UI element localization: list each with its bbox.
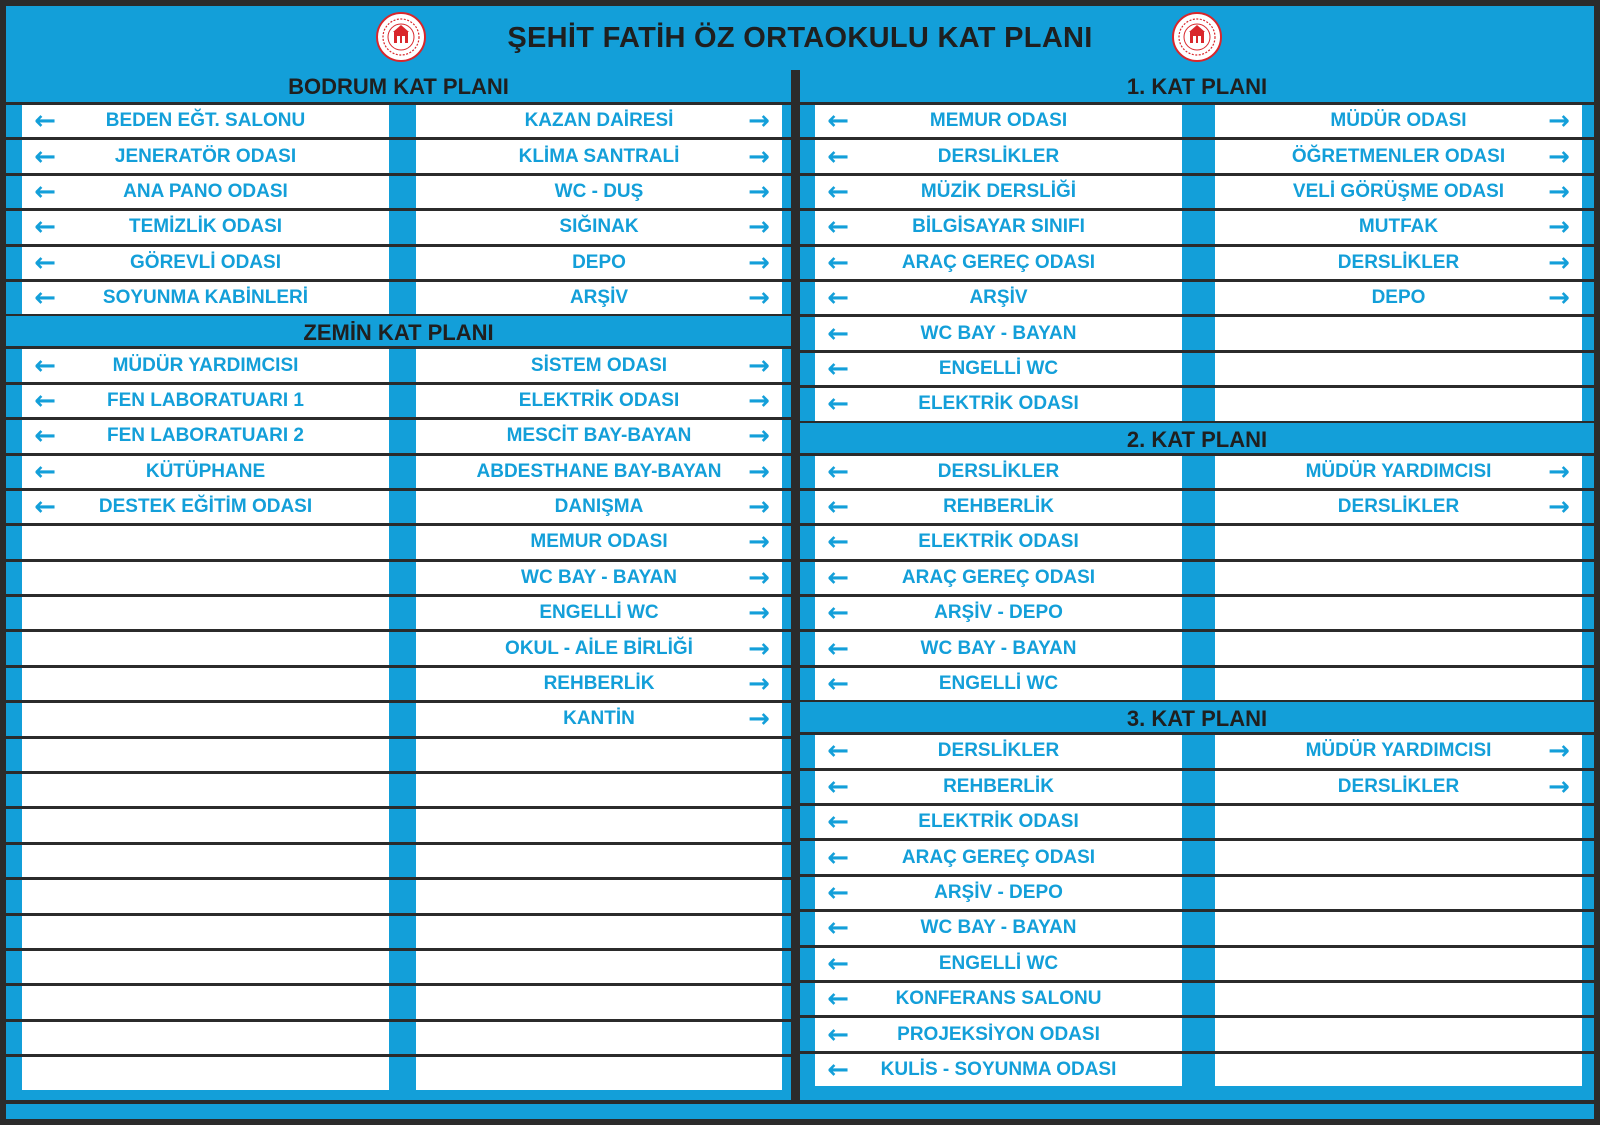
arrow-right-icon: → xyxy=(748,492,770,523)
room-cell-right xyxy=(1215,597,1582,629)
room-cell-right xyxy=(1215,388,1582,420)
room-label-memur-odasi: MEMUR ODASI xyxy=(530,531,668,553)
room-cell-left xyxy=(22,774,389,806)
plan-row xyxy=(6,1019,791,1054)
room-cell-right xyxy=(1215,1054,1582,1086)
room-cell-right xyxy=(416,632,782,664)
room-cell-left xyxy=(815,771,1182,803)
plan-row xyxy=(6,488,791,523)
room-cell-right xyxy=(416,491,782,523)
room-cell-right xyxy=(416,845,782,877)
arrow-left-icon: ← xyxy=(827,1019,849,1050)
room-label-elektriik-odasi: ELEKTRİK ODASI xyxy=(518,389,680,411)
room-cell-left xyxy=(815,948,1182,980)
plan-row xyxy=(800,665,1594,700)
arrow-right-icon: → xyxy=(748,633,770,664)
plan-row xyxy=(6,736,791,771)
plan-row xyxy=(6,244,791,279)
room-label-ana-pano-odasi: ANA PANO ODASI xyxy=(123,180,288,202)
arrow-left-icon: ← xyxy=(827,176,849,207)
room-label-engellii-wc: ENGELLİ WC xyxy=(539,602,659,624)
room-label-gorevlii-odasi: GÖREVLİ ODASI xyxy=(130,251,281,273)
plan-row xyxy=(800,173,1594,208)
room-label-destek-egiitiim-odasi: DESTEK EĞİTİM ODASI xyxy=(98,496,313,518)
room-cell-left xyxy=(815,632,1182,664)
right-column xyxy=(800,70,1594,1086)
room-cell-left xyxy=(22,916,389,948)
plan-row xyxy=(6,417,791,452)
arrow-left-icon: ← xyxy=(827,736,849,767)
arrow-right-icon: → xyxy=(748,247,770,278)
room-cell-left xyxy=(22,420,389,452)
arrow-right-icon: → xyxy=(1548,106,1570,137)
section-heading: 1. KAT PLANI xyxy=(800,70,1594,102)
room-label-velii-gorusme-odasi: VELİ GÖRÜŞME ODASI xyxy=(1292,180,1505,202)
arrow-left-icon: ← xyxy=(827,598,849,629)
room-cell-left xyxy=(815,105,1182,137)
plan-row xyxy=(800,909,1594,944)
room-cell-right xyxy=(416,176,782,208)
room-label-kliima-santralii: KLİMA SANTRALİ xyxy=(518,145,680,167)
plan-row xyxy=(6,137,791,172)
room-label-temiizliik-odasi: TEMİZLİK ODASI xyxy=(128,216,283,238)
section-heading: 2. KAT PLANI xyxy=(800,421,1594,453)
room-label-arsiiv: ARŞİV xyxy=(969,287,1028,309)
room-cell-left xyxy=(815,282,1182,314)
arrow-right-icon: → xyxy=(1548,283,1570,314)
room-cell-right xyxy=(416,809,782,841)
room-label-muziik-dersliigii: MÜZİK DERSLİĞİ xyxy=(920,180,1077,202)
room-label-engellii-wc: ENGELLİ WC xyxy=(938,952,1059,974)
meb-logo-icon xyxy=(1172,12,1222,62)
plan-row xyxy=(6,913,791,948)
room-cell-left xyxy=(22,526,389,558)
plan-row xyxy=(800,945,1594,980)
room-label-wc-bay-bayan: WC BAY - BAYAN xyxy=(920,637,1077,659)
room-label-elektriik-odasi: ELEKTRİK ODASI xyxy=(918,811,1079,833)
room-cell-left xyxy=(815,912,1182,944)
room-label-wc-bay-bayan: WC BAY - BAYAN xyxy=(521,566,677,588)
arrow-left-icon: ← xyxy=(34,283,56,314)
room-cell-left xyxy=(22,1057,389,1089)
section-heading: 3. KAT PLANI xyxy=(800,700,1594,732)
room-label-dersliikler: DERSLİKLER xyxy=(1337,496,1460,518)
plan-row xyxy=(6,806,791,841)
room-cell-left xyxy=(815,562,1182,594)
arrow-right-icon: → xyxy=(748,385,770,416)
arrow-right-icon: → xyxy=(1548,736,1570,767)
room-label-mudur-yardimcisi: MÜDÜR YARDIMCISI xyxy=(1305,460,1492,482)
plan-row xyxy=(800,874,1594,909)
plan-row xyxy=(800,385,1594,420)
room-cell-left xyxy=(815,176,1182,208)
arrow-right-icon: → xyxy=(748,598,770,629)
arrow-right-icon: → xyxy=(748,212,770,243)
room-cell-right xyxy=(416,1022,782,1054)
room-cell-right xyxy=(1215,456,1582,488)
room-cell-left xyxy=(815,1018,1182,1050)
plan-row xyxy=(6,102,791,137)
room-label-siginak: SIĞINAK xyxy=(559,216,639,238)
arrow-left-icon: ← xyxy=(827,212,849,243)
room-cell-right xyxy=(416,456,782,488)
plan-row xyxy=(800,137,1594,172)
plan-row xyxy=(800,768,1594,803)
arrow-right-icon: → xyxy=(748,283,770,314)
room-cell-right xyxy=(416,140,782,172)
arrow-left-icon: ← xyxy=(827,283,849,314)
room-cell-left xyxy=(22,739,389,771)
section-heading: ZEMİN KAT PLANI xyxy=(6,314,791,346)
room-cell-left xyxy=(22,668,389,700)
room-label-mutfak: MUTFAK xyxy=(1358,216,1439,238)
plan-row xyxy=(800,488,1594,523)
arrow-left-icon: ← xyxy=(827,562,849,593)
arrow-left-icon: ← xyxy=(34,456,56,487)
arrow-right-icon: → xyxy=(748,176,770,207)
room-label-dersliikler: DERSLİKLER xyxy=(937,740,1060,762)
room-cell-left xyxy=(22,247,389,279)
arrow-left-icon: ← xyxy=(34,141,56,172)
room-cell-right xyxy=(416,211,782,243)
arrow-left-icon: ← xyxy=(827,842,849,873)
plan-row xyxy=(6,665,791,700)
room-cell-right xyxy=(416,951,782,983)
arrow-right-icon: → xyxy=(748,350,770,381)
plan-row xyxy=(800,244,1594,279)
arrow-left-icon: ← xyxy=(827,633,849,664)
room-cell-left xyxy=(815,491,1182,523)
arrow-left-icon: ← xyxy=(34,350,56,381)
room-cell-left xyxy=(22,282,389,314)
arrow-right-icon: → xyxy=(1548,141,1570,172)
room-cell-right xyxy=(416,986,782,1018)
arrow-left-icon: ← xyxy=(827,984,849,1015)
room-label-elektriik-odasi: ELEKTRİK ODASI xyxy=(918,393,1079,415)
room-cell-left xyxy=(815,526,1182,558)
arrow-left-icon: ← xyxy=(827,527,849,558)
room-cell-right xyxy=(1215,353,1582,385)
plan-row xyxy=(800,594,1594,629)
room-cell-left xyxy=(22,845,389,877)
room-cell-left xyxy=(815,877,1182,909)
arrow-right-icon: → xyxy=(748,527,770,558)
plan-row xyxy=(800,980,1594,1015)
arrow-left-icon: ← xyxy=(827,389,849,420)
room-cell-right xyxy=(416,282,782,314)
room-label-rehberliik: REHBERLİK xyxy=(943,496,1054,518)
room-label-biilgiisayar-sinifi: BİLGİSAYAR SINIFI xyxy=(912,216,1085,238)
arrow-right-icon: → xyxy=(1548,771,1570,802)
arrow-left-icon: ← xyxy=(34,385,56,416)
room-cell-right xyxy=(416,385,782,417)
section-heading: BODRUM KAT PLANI xyxy=(6,70,791,102)
room-label-dersliikler: DERSLİKLER xyxy=(1337,251,1460,273)
arrow-left-icon: ← xyxy=(827,948,849,979)
room-cell-left xyxy=(22,562,389,594)
room-label-fen-laboratuari-1: FEN LABORATUARI 1 xyxy=(106,389,305,411)
room-label-fen-laboratuari-2: FEN LABORATUARI 2 xyxy=(106,425,305,447)
arrow-left-icon: ← xyxy=(34,212,56,243)
arrow-left-icon: ← xyxy=(827,771,849,802)
room-cell-right xyxy=(416,916,782,948)
plan-row xyxy=(6,842,791,877)
room-cell-left xyxy=(815,668,1182,700)
room-label-mudur-yardimcisi: MÜDÜR YARDIMCISI xyxy=(112,354,299,376)
room-label-arac-gerec-odasi: ARAÇ GEREÇ ODASI xyxy=(901,846,1096,868)
plan-row xyxy=(800,559,1594,594)
room-cell-left xyxy=(22,880,389,912)
room-label-ogretmenler-odasi: ÖĞRETMENLER ODASI xyxy=(1291,145,1506,167)
room-cell-right xyxy=(1215,105,1582,137)
arrow-left-icon: ← xyxy=(827,492,849,523)
arrow-left-icon: ← xyxy=(827,141,849,172)
room-cell-right xyxy=(416,247,782,279)
plan-row xyxy=(6,173,791,208)
plan-row xyxy=(800,732,1594,767)
room-label-dersliikler: DERSLİKLER xyxy=(1337,775,1460,797)
arrow-right-icon: → xyxy=(748,669,770,700)
room-cell-right xyxy=(1215,562,1582,594)
room-cell-right xyxy=(1215,912,1582,944)
plan-row xyxy=(800,314,1594,349)
plan-row xyxy=(6,382,791,417)
room-label-kuliis-soyunma-odasi: KULİS - SOYUNMA ODASI xyxy=(880,1058,1117,1080)
room-label-beden-egt-salonu: BEDEN EĞT. SALONU xyxy=(105,110,306,132)
room-cell-left xyxy=(22,456,389,488)
plan-row xyxy=(800,1051,1594,1086)
arrow-left-icon: ← xyxy=(827,318,849,349)
room-cell-left xyxy=(815,456,1182,488)
plan-row xyxy=(6,1054,791,1089)
plan-row xyxy=(800,102,1594,137)
arrow-left-icon: ← xyxy=(827,456,849,487)
plan-row xyxy=(6,983,791,1018)
plan-row xyxy=(800,208,1594,243)
room-cell-left xyxy=(815,597,1182,629)
plan-row xyxy=(6,877,791,912)
arrow-right-icon: → xyxy=(748,106,770,137)
room-label-dersliikler: DERSLİKLER xyxy=(937,145,1060,167)
room-label-jenerator-odasi: JENERATÖR ODASI xyxy=(114,145,297,167)
room-label-memur-odasi: MEMUR ODASI xyxy=(929,110,1068,132)
room-cell-left xyxy=(22,597,389,629)
room-label-mesciit-bay-bayan: MESCİT BAY-BAYAN xyxy=(506,425,692,447)
room-cell-right xyxy=(416,562,782,594)
plan-row xyxy=(6,346,791,381)
plan-row xyxy=(800,1015,1594,1050)
room-label-okul-aiile-biirliigii: OKUL - AİLE BİRLİĞİ xyxy=(505,637,693,659)
room-cell-right xyxy=(1215,140,1582,172)
arrow-right-icon: → xyxy=(1548,212,1570,243)
room-label-kazan-daiiresii: KAZAN DAİRESİ xyxy=(524,110,674,132)
room-cell-right xyxy=(1215,771,1582,803)
room-label-engellii-wc: ENGELLİ WC xyxy=(938,357,1059,379)
room-cell-left xyxy=(22,105,389,137)
room-cell-left xyxy=(815,211,1182,243)
room-cell-right xyxy=(416,420,782,452)
room-cell-left xyxy=(22,951,389,983)
room-label-arsiiv-depo: ARŞİV - DEPO xyxy=(934,602,1063,624)
room-cell-right xyxy=(1215,317,1582,349)
room-label-konferans-salonu: KONFERANS SALONU xyxy=(895,988,1102,1010)
plan-row xyxy=(6,559,791,594)
room-label-arac-gerec-odasi: ARAÇ GEREÇ ODASI xyxy=(901,566,1096,588)
arrow-left-icon: ← xyxy=(34,492,56,523)
plan-row xyxy=(6,594,791,629)
room-label-danisma: DANIŞMA xyxy=(554,496,644,518)
room-cell-left xyxy=(815,841,1182,873)
room-label-wc-bay-bayan: WC BAY - BAYAN xyxy=(920,322,1077,344)
room-cell-right xyxy=(416,526,782,558)
room-cell-left xyxy=(22,986,389,1018)
arrow-left-icon: ← xyxy=(827,353,849,384)
arrow-left-icon: ← xyxy=(827,913,849,944)
room-cell-right xyxy=(416,105,782,137)
column-divider xyxy=(791,70,800,1104)
room-label-depo: DEPO xyxy=(572,251,626,273)
room-label-mudur-yardimcisi: MÜDÜR YARDIMCISI xyxy=(1305,740,1492,762)
arrow-left-icon: ← xyxy=(827,247,849,278)
room-cell-right xyxy=(416,597,782,629)
room-cell-left xyxy=(22,491,389,523)
room-label-wc-bay-bayan: WC BAY - BAYAN xyxy=(920,917,1077,939)
arrow-right-icon: → xyxy=(748,704,770,735)
room-cell-right xyxy=(1215,282,1582,314)
arrow-left-icon: ← xyxy=(827,106,849,137)
room-cell-right xyxy=(416,1057,782,1089)
page-title: ŞEHİT FATİH ÖZ ORTAOKULU KAT PLANI xyxy=(507,22,1093,54)
room-cell-left xyxy=(22,809,389,841)
room-label-wc-dus: WC - DUŞ xyxy=(554,180,644,202)
room-label-engellii-wc: ENGELLİ WC xyxy=(938,673,1059,695)
room-cell-left xyxy=(22,140,389,172)
room-label-abdesthane-bay-bayan: ABDESTHANE BAY-BAYAN xyxy=(476,460,722,482)
room-label-rehberliik: REHBERLİK xyxy=(543,673,655,695)
room-cell-left xyxy=(22,349,389,381)
room-label-dersliikler: DERSLİKLER xyxy=(937,460,1060,482)
plan-row xyxy=(6,208,791,243)
room-cell-right xyxy=(1215,877,1582,909)
plan-row xyxy=(6,948,791,983)
arrow-left-icon: ← xyxy=(34,247,56,278)
room-cell-right xyxy=(1215,632,1582,664)
room-label-arac-gerec-odasi: ARAÇ GEREÇ ODASI xyxy=(901,251,1096,273)
left-column xyxy=(6,70,791,1090)
plan-row xyxy=(6,279,791,314)
room-cell-right xyxy=(1215,247,1582,279)
plan-row xyxy=(800,803,1594,838)
arrow-right-icon: → xyxy=(1548,176,1570,207)
room-cell-right xyxy=(416,774,782,806)
plan-row xyxy=(800,629,1594,664)
room-cell-right xyxy=(1215,668,1582,700)
room-cell-right xyxy=(416,668,782,700)
room-cell-left xyxy=(815,1054,1182,1086)
room-label-arsiiv: ARŞİV xyxy=(569,287,629,309)
arrow-right-icon: → xyxy=(748,141,770,172)
arrow-right-icon: → xyxy=(748,456,770,487)
plan-row xyxy=(800,838,1594,873)
room-label-siistem-odasi: SİSTEM ODASI xyxy=(530,354,668,376)
arrow-right-icon: → xyxy=(1548,492,1570,523)
arrow-left-icon: ← xyxy=(827,878,849,908)
room-label-depo: DEPO xyxy=(1371,287,1426,309)
room-cell-left xyxy=(815,983,1182,1015)
room-cell-right xyxy=(1215,211,1582,243)
room-cell-right xyxy=(1215,1018,1582,1050)
room-label-kutuphane: KÜTÜPHANE xyxy=(145,460,266,482)
arrow-right-icon: → xyxy=(748,562,770,593)
room-cell-right xyxy=(1215,176,1582,208)
room-cell-left xyxy=(815,140,1182,172)
arrow-left-icon: ← xyxy=(827,669,849,700)
arrow-right-icon: → xyxy=(1548,456,1570,487)
room-cell-right xyxy=(1215,735,1582,767)
room-cell-right xyxy=(416,703,782,735)
room-cell-left xyxy=(815,735,1182,767)
room-cell-left xyxy=(815,247,1182,279)
room-label-rehberliik: REHBERLİK xyxy=(943,775,1054,797)
plan-row xyxy=(6,523,791,558)
room-cell-right xyxy=(1215,526,1582,558)
room-cell-right xyxy=(1215,948,1582,980)
room-cell-left xyxy=(815,317,1182,349)
room-label-projeksiiyon-odasi: PROJEKSİYON ODASI xyxy=(897,1023,1100,1045)
plan-row xyxy=(800,279,1594,314)
room-label-elektriik-odasi: ELEKTRİK ODASI xyxy=(918,531,1079,553)
room-label-soyunma-kabiinlerii: SOYUNMA KABİNLERİ xyxy=(102,287,309,309)
room-cell-right xyxy=(416,880,782,912)
title-bar xyxy=(6,6,1594,70)
room-cell-left xyxy=(22,1022,389,1054)
arrow-left-icon: ← xyxy=(34,176,56,207)
plan-row xyxy=(800,453,1594,488)
room-cell-right xyxy=(1215,841,1582,873)
room-cell-right xyxy=(1215,983,1582,1015)
arrow-left-icon: ← xyxy=(34,421,56,452)
bottom-border xyxy=(6,1100,1594,1104)
plan-row xyxy=(6,771,791,806)
plan-row xyxy=(6,700,791,735)
arrow-right-icon: → xyxy=(748,421,770,452)
room-cell-right xyxy=(416,349,782,381)
room-cell-left xyxy=(815,388,1182,420)
room-label-mudur-odasi: MÜDÜR ODASI xyxy=(1330,110,1467,132)
plan-row xyxy=(6,629,791,664)
arrow-right-icon: → xyxy=(1548,247,1570,278)
room-label-arsiiv-depo: ARŞİV - DEPO xyxy=(934,882,1063,903)
plan-row xyxy=(800,350,1594,385)
plan-row xyxy=(6,453,791,488)
arrow-left-icon: ← xyxy=(34,106,56,137)
room-cell-left xyxy=(815,806,1182,838)
room-cell-left xyxy=(22,385,389,417)
arrow-left-icon: ← xyxy=(827,807,849,838)
room-cell-right xyxy=(416,739,782,771)
room-cell-left xyxy=(22,211,389,243)
room-cell-left xyxy=(22,632,389,664)
arrow-left-icon: ← xyxy=(827,1054,849,1085)
room-cell-right xyxy=(1215,806,1582,838)
room-cell-right xyxy=(1215,491,1582,523)
room-label-kantiin: KANTİN xyxy=(563,708,635,730)
room-cell-left xyxy=(22,176,389,208)
room-cell-left xyxy=(815,353,1182,385)
room-cell-left xyxy=(22,703,389,735)
plan-row xyxy=(800,523,1594,558)
